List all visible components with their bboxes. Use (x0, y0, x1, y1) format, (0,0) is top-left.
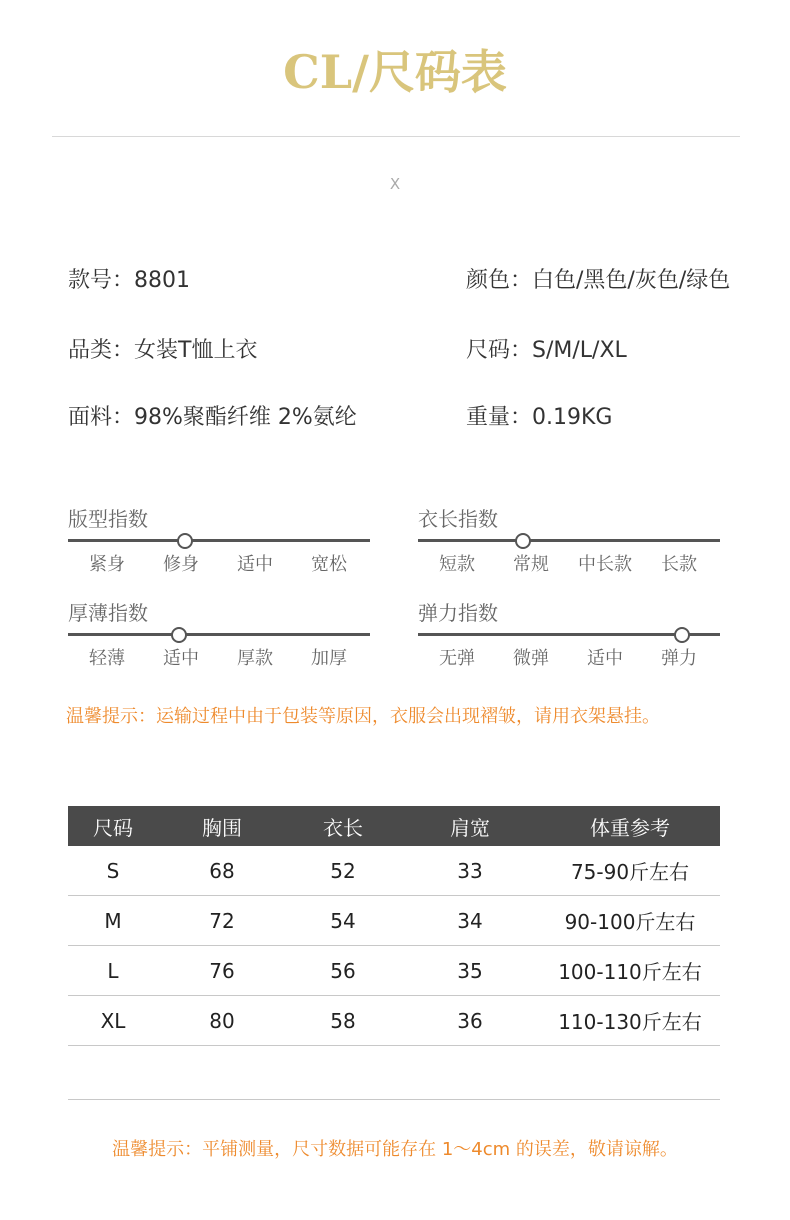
table-row (68, 996, 720, 1046)
cell-size: XL (68, 996, 158, 1046)
length-scale-line (418, 539, 720, 542)
cell-size: L (68, 946, 158, 996)
fit-scale-label: 紧身 (89, 554, 125, 575)
thickness-scale-label: 加厚 (311, 648, 347, 669)
fit-scale-label: 修身 (163, 554, 199, 575)
thickness-scale-label: 适中 (163, 648, 199, 669)
cell-weight-ref: 90-100斤左右 (540, 896, 720, 946)
length-scale-label: 长款 (661, 554, 697, 575)
header-size: 尺码 (68, 806, 158, 846)
cell-shoulder: 36 (400, 996, 540, 1046)
fit-scale-line (68, 539, 370, 542)
table-row (68, 896, 720, 946)
thickness-scale-title: 厚薄指数 (68, 601, 148, 625)
info-weight: 重量：0.19KG (466, 405, 613, 430)
fit-scale-label: 宽松 (311, 554, 347, 575)
stretch-scale-title: 弹力指数 (418, 601, 498, 625)
cell-weight-ref: 110-130斤左右 (540, 996, 720, 1046)
stretch-scale-label: 弹力 (661, 648, 697, 669)
info-sizes: 尺码：S/M/L/XL (466, 338, 627, 363)
header-shoulder: 肩宽 (400, 806, 540, 846)
cell-shoulder: 35 (400, 946, 540, 996)
tip-measurement-notice: 温馨提示：平铺测量，尺寸数据可能存在 1～4cm 的误差，敬请谅解。 (112, 1139, 678, 1160)
size-table (68, 806, 720, 1046)
table-row (68, 946, 720, 996)
tip-wrinkle-notice: 温馨提示：运输过程中由于包装等原因，衣服会出现褶皱，请用衣架悬挂。 (66, 706, 660, 727)
cell-shoulder: 33 (400, 846, 540, 896)
fit-scale-indicator (177, 533, 193, 549)
cell-weight-ref: 75-90斤左右 (540, 846, 720, 896)
cell-size: M (68, 896, 158, 946)
info-fabric: 面料：98%聚酯纤维 2%氨纶 (68, 405, 357, 430)
header-weight-ref: 体重参考 (540, 806, 720, 846)
table-header-row (68, 806, 720, 846)
stretch-scale-indicator (674, 627, 690, 643)
stretch-scale-label: 适中 (587, 648, 623, 669)
cell-length: 54 (286, 896, 400, 946)
fit-scale-title: 版型指数 (68, 507, 148, 531)
table-row (68, 846, 720, 896)
length-scale-label: 短款 (439, 554, 475, 575)
cell-bust: 72 (158, 896, 286, 946)
stretch-scale-label: 无弹 (439, 648, 475, 669)
fit-scale-label: 适中 (237, 554, 273, 575)
header-length: 衣长 (286, 806, 400, 846)
thickness-scale-label: 轻薄 (89, 648, 125, 669)
cell-weight-ref: 100-110斤左右 (540, 946, 720, 996)
cell-length: 52 (286, 846, 400, 896)
thickness-scale-label: 厚款 (237, 648, 273, 669)
cell-size: S (68, 846, 158, 896)
cell-shoulder: 34 (400, 896, 540, 946)
title-divider (52, 136, 740, 137)
length-scale-title: 衣长指数 (418, 507, 498, 531)
info-color: 颜色：白色/黑色/灰色/绿色 (466, 268, 731, 293)
thickness-scale-indicator (171, 627, 187, 643)
cell-bust: 68 (158, 846, 286, 896)
header-bust: 胸围 (158, 806, 286, 846)
cell-bust: 80 (158, 996, 286, 1046)
table-bottom-divider (68, 1099, 720, 1100)
length-scale-label: 常规 (513, 554, 549, 575)
thickness-scale-line (68, 633, 370, 636)
cell-length: 56 (286, 946, 400, 996)
length-scale-indicator (515, 533, 531, 549)
length-scale-label: 中长款 (578, 554, 632, 575)
stretch-scale-label: 微弹 (513, 648, 549, 669)
cell-length: 58 (286, 996, 400, 1046)
x-mark: X (389, 175, 401, 193)
info-style-no: 款号：8801 (68, 268, 190, 293)
info-category: 品类：女装T恤上衣 (68, 338, 258, 363)
page-title: CL/尺码表 (283, 45, 507, 99)
cell-bust: 76 (158, 946, 286, 996)
